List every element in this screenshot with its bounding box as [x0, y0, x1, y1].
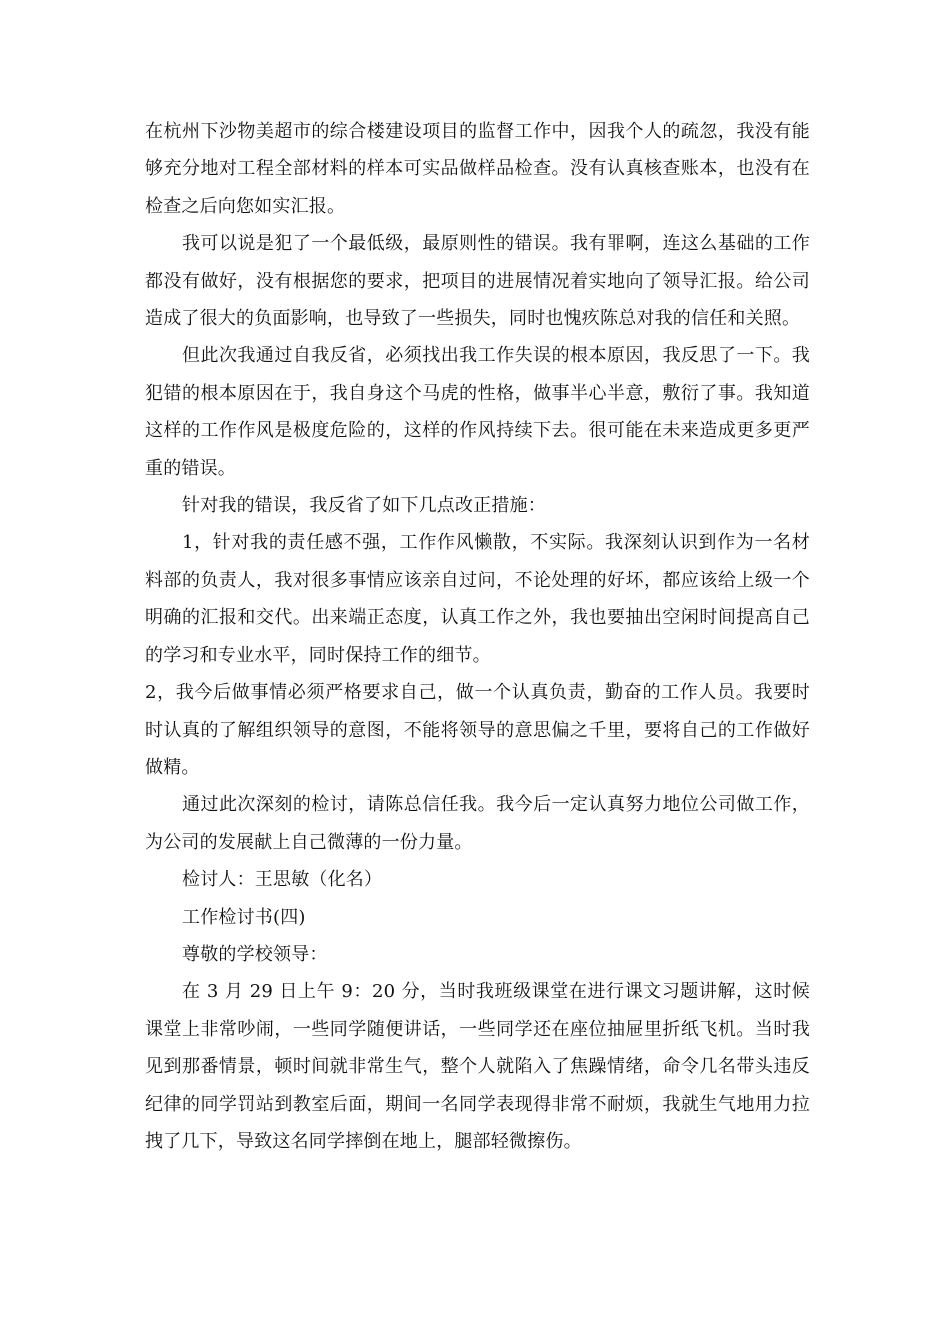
- signature-line: 检讨人：王思敏（化名）: [182, 869, 383, 891]
- paragraph-6: 2，我今后做事情必须严格要求自己，做一个认真负责，勤奋的工作人员。我要时时认真的了解组织领导的意图，不能将领导的意思偏之千里，要将自己的工作做好做精。: [145, 682, 810, 778]
- paragraph-1: 在杭州下沙物美超市的综合楼建设项目的监督工作中，因我个人的疏忽，我没有能够充分地对工程全部材料的样本可实品做样品检查。没有认真核查账本，也没有在检查之后向您如实汇报。: [145, 121, 810, 217]
- section-title: 工作检讨书(四): [182, 906, 306, 928]
- paragraph-11: 在 3 月 29 日上午 9：20 分，当时我班级课堂在进行课文习题讲解，这时候课堂上非常吵闹，一些同学随便讲话，一些同学还在座位抽屉里折纸飞机。当时我见到那番情景，顿时间就非常生气，整个人就陷入了焦躁情绪，命令几名带头违反纪律的同学罚站到教室后面，期间一名同学表现得非常不耐烦，我就生气地用力拉拽了几下，导致这名同学摔倒在地上，腿部轻微擦伤。: [145, 981, 810, 1152]
- document-body: [145, 113, 810, 1160]
- paragraph-2: 我可以说是犯了一个最低级，最原则性的错误。我有罪啊，连这么基础的工作都没有做好，没有根据您的要求，把项目的进展情况着实地向了领导汇报。给公司造成了很大的负面影响，也导致了一些损失，同时也愧疚陈总对我的信任和关照。: [145, 233, 810, 330]
- salutation: 尊敬的学校领导：: [182, 943, 328, 965]
- paragraph-4: 针对我的错误，我反省了如下几点改正措施：: [182, 495, 546, 517]
- paragraph-5: 1，针对我的责任感不强，工作作风懒散，不实际。我深刻认识到作为一名材料部的负责人，我对很多事情应该亲自过问，不论处理的好坏，都应该给上级一个明确的汇报和交代。出来端正态度，认真工作之外，我也要抽出空闲时间提高自己的学习和专业水平，同时保持工作的细节。: [145, 532, 810, 666]
- paragraph-3: 但此次我通过自我反省，必须找出我工作失误的根本原因，我反思了一下。我犯错的根本原因在于，我自身这个马虎的性格，做事半心半意，敷衍了事。我知道这样的工作作风是极度危险的，这样的作风持续下去。很可能在未来造成更多更严重的错误。: [145, 345, 810, 479]
- paragraph-7: 通过此次深刻的检讨，请陈总信任我。我今后一定认真努力地位公司做工作，为公司的发展献上自己微薄的一份力量。: [145, 794, 810, 853]
